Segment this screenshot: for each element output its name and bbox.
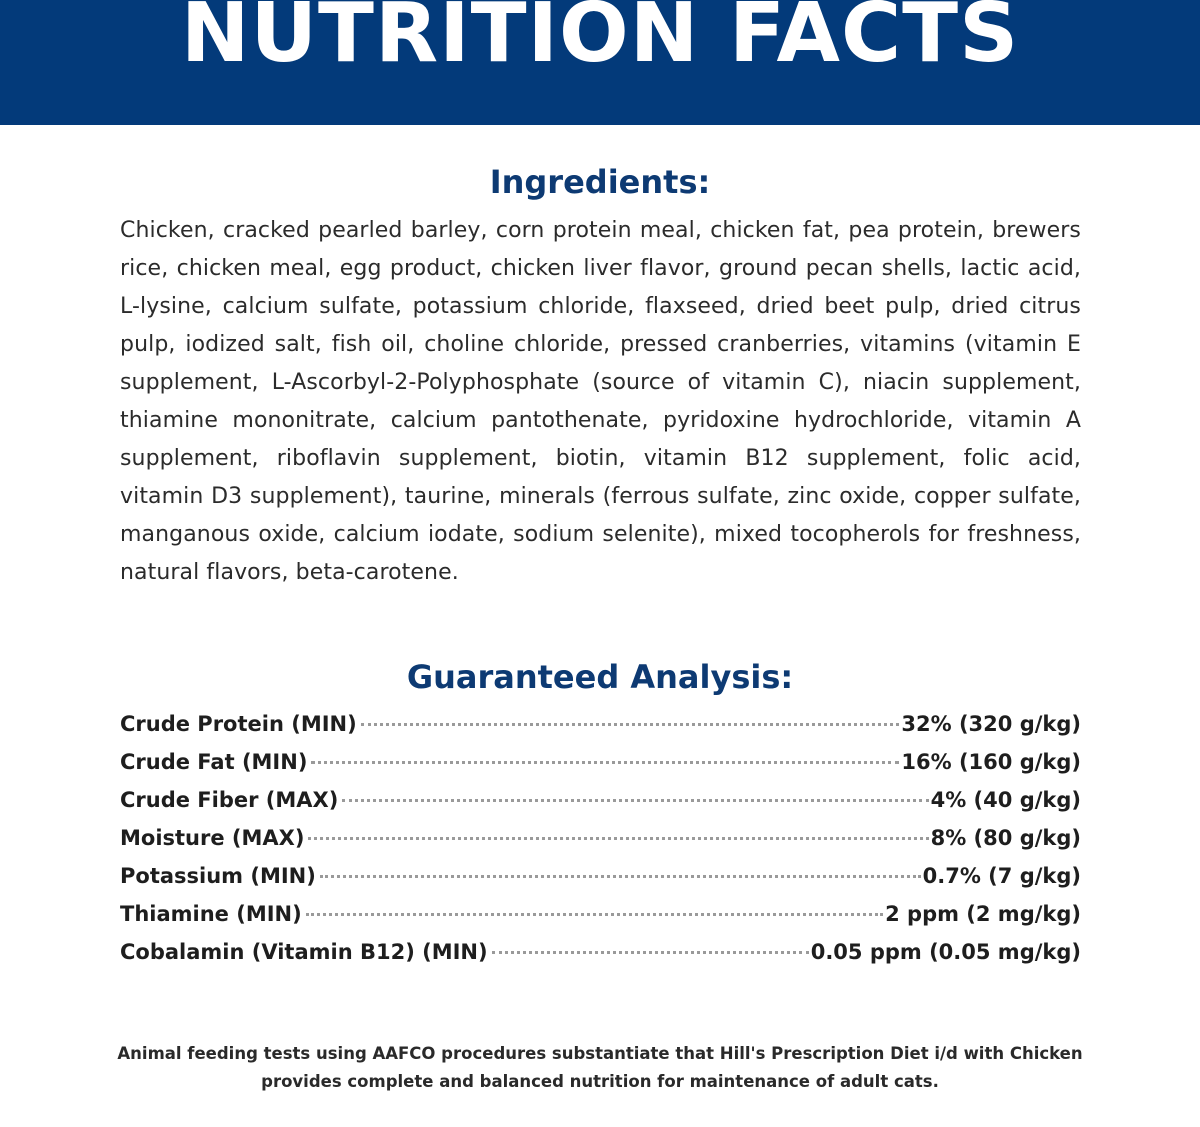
nutrition-facts-banner	[0, 0, 1200, 125]
dot-leader	[342, 799, 928, 802]
analysis-value: 4% (40 g/kg)	[930, 788, 1081, 812]
dot-leader	[306, 913, 883, 916]
analysis-row-thiamine	[120, 895, 1081, 933]
analysis-label: Moisture (MAX)	[120, 826, 305, 850]
analysis-value: 0.05 ppm (0.05 mg/kg)	[810, 940, 1081, 964]
analysis-value: 0.7% (7 g/kg)	[922, 864, 1081, 888]
analysis-row-cobalamin	[120, 933, 1081, 971]
ingredients-list-text: Chicken, cracked pearled barley, corn protein meal, chicken fat, pea protein, brewers rice, chicken meal, egg product, chicken liver flavor, ground pecan shells, lactic acid, L-lysine, calcium sulfate, potassium chloride, flaxseed, dried beet pulp, dried citrus pulp, iodized salt, fish oil, choline chloride, pressed cranberries, vitamins (vitamin E supplement, L-Ascorbyl-2-Polyphosphate (source of vitamin C), niacin supplement, thiamine mononitrate, calcium pantothenate, pyridoxine hydrochloride, vitamin A supplement, riboflavin supplement, biotin, vitamin B12 supplement, folic acid, vitamin D3 supplement), taurine, minerals (ferrous sulfate, zinc oxide, copper sulfate, manganous oxide, calcium iodate, sodium selenite), mixed tocopherols for freshness, natural flavors, beta-carotene.	[120, 218, 1081, 585]
analysis-row-crude-protein	[120, 705, 1081, 743]
analysis-row-moisture	[120, 819, 1081, 857]
analysis-value: 2 ppm (2 mg/kg)	[885, 902, 1081, 926]
ingredients-heading: Ingredients:	[489, 163, 711, 201]
guaranteed-analysis-heading: Guaranteed Analysis:	[406, 658, 794, 696]
analysis-value: 32% (320 g/kg)	[901, 712, 1081, 736]
analysis-row-crude-fat	[120, 743, 1081, 781]
dot-leader	[492, 951, 809, 954]
analysis-label: Crude Protein (MIN)	[120, 712, 357, 736]
analysis-value: 8% (80 g/kg)	[930, 826, 1081, 850]
analysis-row-potassium	[120, 857, 1081, 895]
aafco-statement	[100, 1040, 1100, 1096]
dot-leader	[320, 875, 921, 878]
analysis-label: Potassium (MIN)	[120, 864, 316, 888]
analysis-label: Thiamine (MIN)	[120, 902, 302, 926]
aafco-statement-line-2: provides complete and balanced nutrition for maintenance of adult cats.	[261, 1072, 939, 1091]
analysis-value: 16% (160 g/kg)	[901, 750, 1081, 774]
analysis-row-crude-fiber	[120, 781, 1081, 819]
dot-leader	[361, 723, 900, 726]
dot-leader	[311, 761, 899, 764]
page-title: NUTRITION FACTS	[180, 0, 1020, 81]
analysis-label: Crude Fat (MIN)	[120, 750, 308, 774]
dot-leader	[308, 837, 928, 840]
aafco-statement-line-1: Animal feeding tests using AAFCO procedures substantiate that Hill's Prescription Diet i/d with Chicken	[117, 1044, 1083, 1063]
analysis-label: Cobalamin (Vitamin B12) (MIN)	[120, 940, 488, 964]
guaranteed-analysis-table	[120, 705, 1081, 971]
analysis-label: Crude Fiber (MAX)	[120, 788, 339, 812]
